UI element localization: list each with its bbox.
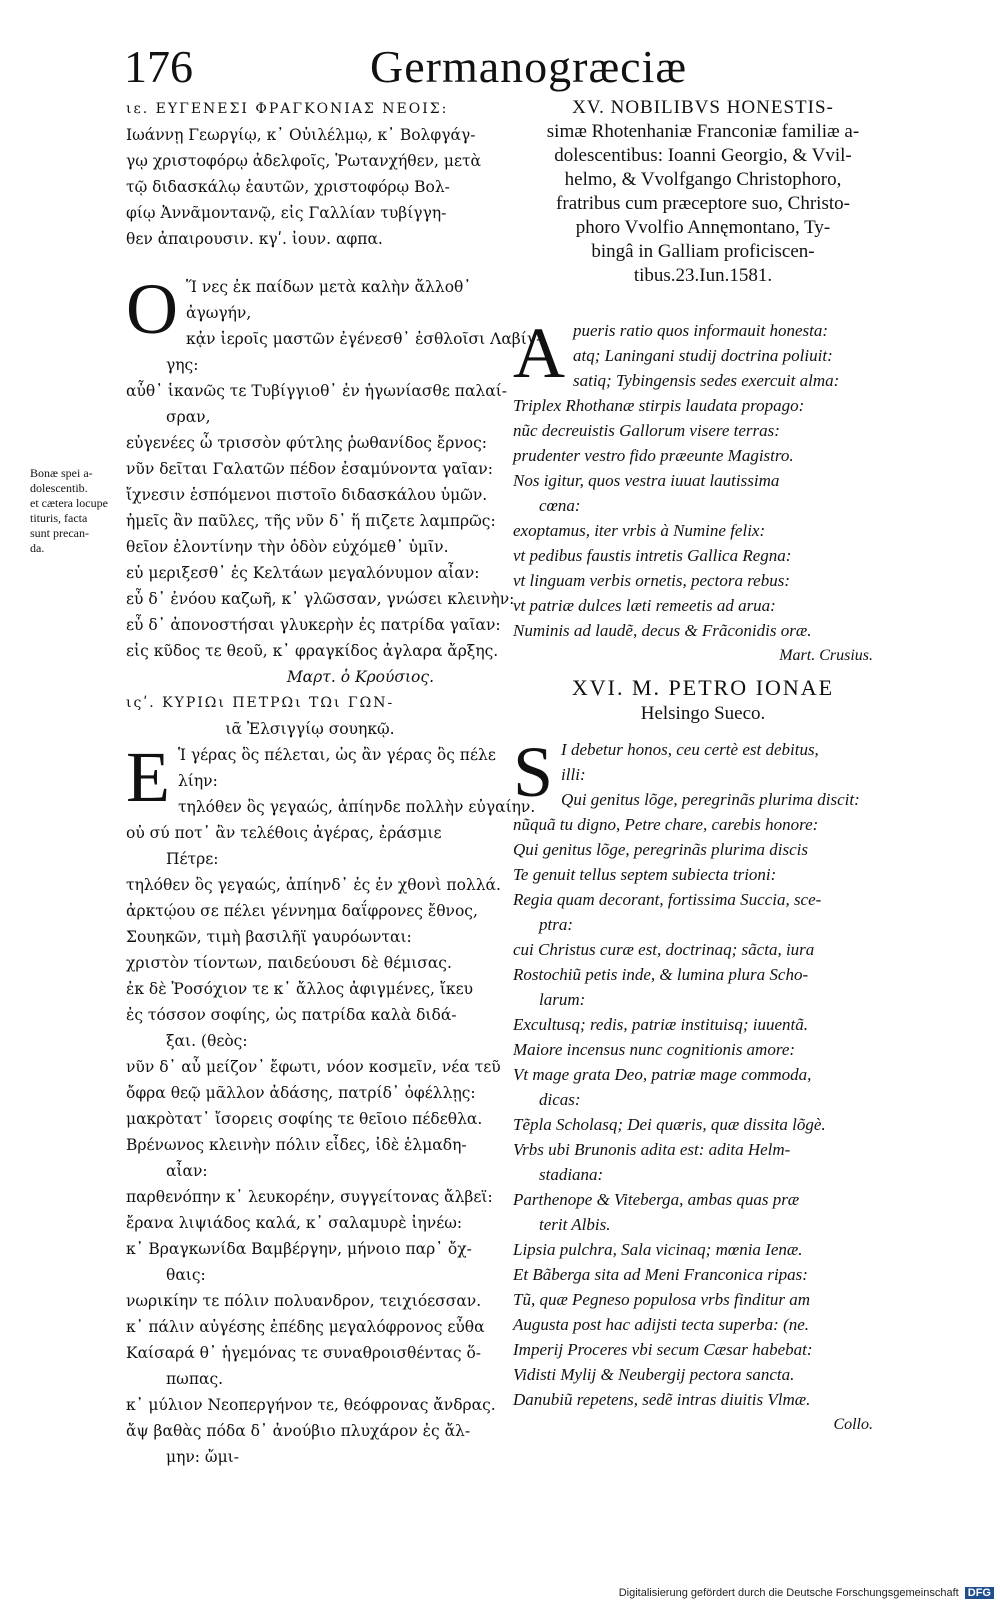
verse-line: εὐ μεριξεσθ᾽ ἐς Κελτάων μεγαλόνυμον αἶαν: <box>126 564 480 582</box>
section-subtitle: Helsingo Sueco. <box>640 703 766 724</box>
latin-poem-1 <box>513 313 893 669</box>
verse-line: Βρένωνος κλεινὴν πόλιν εἶδες, ἰδὲ ἑλμαδη- <box>126 1136 467 1154</box>
verse-line: Πέτρε: <box>166 850 219 868</box>
verse-line: illi: <box>561 765 586 784</box>
margin-note-line: tituris, facta <box>30 511 88 525</box>
verse-line: κ᾽ Βραγκωνίδα Βαμβέργην, μήνοιο παρ᾽ ὄχ- <box>126 1240 472 1258</box>
verse-line: Lipsia pulchra, Sala vicinaq; mœnia Ienæ. <box>513 1240 803 1259</box>
verse-line: Augusta post hac adijsti tecta superba: (ne. <box>513 1315 810 1334</box>
heading-line: ιᾶ Ἐλσιγγίῳ σουηκῷ. <box>225 720 395 738</box>
poem-signature: Mart. Crusius. <box>779 647 873 664</box>
verse-line: αἶαν: <box>166 1162 208 1180</box>
verse-line: cœna: <box>539 496 581 515</box>
verse-line: νωρικίην τε πόλιν πολυανδρον, τειχιόεσσαν. <box>126 1292 482 1310</box>
running-title: Germanogræciæ <box>370 41 688 92</box>
drop-cap: E <box>126 737 170 817</box>
heading-line: helmo, & Vvolfgango Christophoro, <box>564 169 842 190</box>
verse-line: τηλόθεν ὃς γεγαώς, ἀπίηνδε πολλὴν εὐγαίην. <box>177 798 536 816</box>
margin-note <box>30 466 125 556</box>
verse-line: Regia quam decorant, fortissima Succia, sce- <box>513 890 822 909</box>
verse-line: μακρὸτατ᾽ ἴσορεις σοφίης τε θεῖοιο πέδεθλα. <box>126 1110 483 1128</box>
heading-line: φίῳ Ἀννᾶμοντανῷ, εἰς Γαλλίαν τυβίγγη- <box>126 204 447 222</box>
heading-line: fratribus cum præceptore suo, Christo- <box>556 193 850 214</box>
verse-line: ξαι. (θεὸς: <box>166 1032 248 1050</box>
verse-line: ἐκ δὲ Ῥοσόχιον τε κ᾽ ἄλλος ἀφιγμένες, ἴκευ <box>126 980 474 998</box>
heading-line: ιε. ΕΥΓΕΝΕΣΙ ΦΡΑΓΚΟΝΙΑΣ ΝΕΟΙΣ: <box>126 101 449 117</box>
greek-poem-1 <box>126 269 542 690</box>
verse-line: εὖ δ᾽ ἀπονοστήσαι γλυκερὴν ἐς πατρίδα γαῖαν: <box>126 616 501 634</box>
verse-line: Vrbs ubi Brunonis adita est: adita Helm- <box>513 1140 791 1159</box>
verse-line: larum: <box>539 990 586 1009</box>
verse-line: Numinis ad laudẽ, decus & Frãconidis oræ. <box>513 621 812 640</box>
verse-line: Et Bãberga sita ad Meni Franconica ripas: <box>513 1265 808 1284</box>
verse-line: λίην: <box>177 772 218 790</box>
verse-line: θεῖον ἐλοντίνην τὴν ὁδὸν εὐχόμεθ᾽ ὑμῖν. <box>126 538 449 556</box>
heading-line: simæ Rhotenhaniæ Franconiæ familiæ a- <box>546 121 860 142</box>
verse-line: ἀγωγήν, <box>186 304 252 322</box>
greek-heading-1 <box>126 96 494 252</box>
heading-line: Ιωάννῃ Γεωργίῳ, κ᾽ Οὐιλέλμῳ, κ᾽ Βολφγάγ- <box>126 126 476 144</box>
heading-line: dolescentibus: Ioanni Georgio, & Vvil- <box>554 145 852 166</box>
verse-line: αὖθ᾽ ἱκανῶς τε Τυβίγγιοθ᾽ ἐν ἡγωνίασθε παλαί- <box>126 382 508 400</box>
heading-line: bingâ in Galliam proficiscen- <box>591 241 815 262</box>
page-header <box>0 40 1000 100</box>
verse-line: atq; Laningani studij doctrina poliuit: <box>573 346 833 365</box>
verse-line: Imperij Proceres vbi secum Cæsar habebat: <box>513 1340 813 1359</box>
verse-line: νῦν δεῖται Γαλατῶν πέδον ἐσαμύνοντα γαῖαν: <box>126 460 493 478</box>
heading-line: XV. NOBILIBVS HONESTIS- <box>572 97 834 118</box>
verse-line: ἀρκτῴου σε πέλει γέννημα δαΐφρονες ἔθνος, <box>126 902 478 920</box>
section-title: XVI. M. PETRO IONAE <box>571 675 835 700</box>
catchword: Collo. <box>833 1416 873 1433</box>
margin-note-line: Bonæ spei a- <box>30 466 93 480</box>
verse-line: Qui genitus lõge, peregrinãs plurima discis <box>513 840 808 859</box>
footer-credit <box>619 1587 994 1599</box>
verse-line: I debetur honos, ceu certè est debitus, <box>561 740 819 759</box>
verse-line: pueris ratio quos informauit honesta: <box>573 321 829 340</box>
greek-poem-2 <box>126 737 536 1470</box>
verse-line: Danubiũ repetens, sedẽ intras diuitis Vlmæ. <box>513 1390 811 1409</box>
verse-line: ὄφρα θεῷ μᾶλλον ἀδάσης, πατρίδ᾽ ὀφέλλῃς: <box>126 1084 476 1102</box>
verse-line: ἄψ βαθὰς πόδα δ᾽ ἀνούβιο πλυχάρον ἐς ἄλ- <box>126 1422 471 1440</box>
heading-line: ιςʹ. ΚΥΡΙΩι ΠΕΤΡΩι ΤΩι ΓΩΝ- <box>126 695 395 711</box>
greek-heading-2 <box>126 690 494 742</box>
verse-line: Excultusq; redis, patriæ instituisq; iuuentã. <box>513 1015 808 1034</box>
margin-note-line: dolescentib. <box>30 481 88 495</box>
verse-line: οὐ σύ ποτ᾽ ἂν τελέθοις ἀγέρας, ἐράσμιε <box>126 824 442 842</box>
verse-line: stadiana: <box>539 1165 604 1184</box>
verse-line: satiq; Tybingensis sedes exercuit alma: <box>573 371 840 390</box>
verse-line: εὖ δ᾽ ἐνόου καζωῆ, κ᾽ γλῶσσαν, γνώσει κλεινὴν: <box>126 590 515 608</box>
verse-line: vt linguam verbis ornetis, pectora rebus: <box>513 571 790 590</box>
verse-line: κ᾽ μύλιον Νεοπεργήνον τε, θεόφρονας ἄνδρας. <box>126 1396 496 1414</box>
heading-line: γῳ χριστοφόρῳ ἀδελφοῖς, Ῥωτανχήθεν, μετὰ <box>126 152 482 170</box>
drop-cap: O <box>126 269 178 349</box>
verse-line: Σουηκῶν, τιμὴ βασιλῆϊ γαυρόωνται: <box>126 928 412 946</box>
verse-line: ἐς τόσσον σοφίης, ὡς πατρίδα καλὰ διδά- <box>126 1006 457 1024</box>
verse-line: σραν, <box>166 408 211 426</box>
verse-line: Parthenope & Viteberga, ambas quas præ <box>513 1190 800 1209</box>
dfg-logo: DFG <box>965 1587 994 1599</box>
verse-line: Maiore incensus nunc cognitionis amore: <box>513 1040 796 1059</box>
heading-line: phoro Vvolfio Annęmontano, Ty- <box>575 217 831 238</box>
verse-line: terit Albis. <box>539 1215 611 1234</box>
drop-cap: S <box>513 732 554 812</box>
margin-note-line: sunt precan- <box>30 526 89 540</box>
verse-line: κ᾽ πάλιν αὐγέσης ἐπέδης μεγαλόφρονος εὖθα <box>126 1318 485 1336</box>
verse-line: nũquã tu digno, Petre chare, carebis honore: <box>513 815 819 834</box>
verse-line: Qui genitus lõge, peregrinãs plurima discit: <box>561 790 860 809</box>
verse-line: ἔρανα λιψιάδος καλά, κ᾽ σαλαμυρὲ ἰηνέω: <box>126 1214 463 1232</box>
verse-line: nũc decreuistis Gallorum visere terras: <box>513 421 780 440</box>
poem-signature: Μαρτ. ὁ Κρούσιος. <box>286 668 434 686</box>
verse-line: παρθενόπην κ᾽ λευκορέην, συγγείτονας ἄλβεϊ: <box>126 1188 493 1206</box>
footer-text: Digitalisierung gefördert durch die Deutsche Forschungsgemeinschaft <box>618 1587 959 1599</box>
verse-line: prudenter vestro fido præeunte Magistro. <box>513 446 794 465</box>
verse-line: Vt mage grata Deo, patriæ mage commoda, <box>513 1065 812 1084</box>
latin-poem-2 <box>513 732 893 1438</box>
verse-line: χριστὸν τίοντων, παιδεύουσι δὲ θέμισας. <box>126 954 452 972</box>
verse-line: Ἱ γέρας ὃς πέλεται, ὡς ἂν γέρας ὃς πέλε <box>177 746 496 764</box>
margin-note-line: da. <box>30 541 45 555</box>
verse-line: ptra: <box>539 915 573 934</box>
verse-line: vt pedibus faustis intretis Gallica Regna: <box>513 546 792 565</box>
heading-line: τῷ διδασκάλῳ ἑαυτῶν, χριστοφόρῳ Βολ- <box>126 178 450 196</box>
drop-cap: A <box>513 313 565 393</box>
verse-line: θαις: <box>166 1266 206 1284</box>
verse-line: πωπας. <box>166 1370 224 1388</box>
heading-line: θεν ἀπαιρουσιν. κγʹ. ἰουν. αφπα. <box>126 230 383 248</box>
verse-line: cui Christus curæ est, doctrinaq; sãcta, iura <box>513 940 815 959</box>
verse-line: Nos igitur, quos vestra iuuat lautissima <box>513 471 780 490</box>
verse-line: Tẽpla Scholasq; Dei quæris, quæ dissita lõgè. <box>513 1115 826 1134</box>
verse-line: Καίσαρά θ᾽ ἡγεμόνας τε συναθροισθέντας ὅ- <box>126 1344 482 1362</box>
verse-line: Triplex Rhothanæ stirpis laudata propago: <box>513 396 805 415</box>
verse-line: κᾀν ἱεροῖς μαστῶν ἐγένεσθ᾽ ἐσθλοῖσι Λαβίγ- <box>186 330 542 348</box>
verse-line: exoptamus, iter vrbis à Numine felix: <box>513 521 766 540</box>
verse-line: ἡμεῖς ἂν παῦλες, τῆς νῦν δ᾽ ἥ πιζετε λαμπρῶς: <box>126 512 496 530</box>
verse-line: τηλόθεν ὃς γεγαώς, ἀπίηνδ᾽ ἐς ἐν χθονὶ πολλά. <box>126 876 501 894</box>
verse-line: Rostochiũ petis inde, & lumina plura Scho- <box>513 965 809 984</box>
verse-line: vt patriæ dulces læti remeetis ad arua: <box>513 596 776 615</box>
verse-line: εὐγενέες ὦ τρισσὸν φύτλης ῥωθανίδος ἔρνος: <box>126 434 487 452</box>
right-column-latin <box>513 96 893 1438</box>
verse-line: νῦν δ᾽ αὖ μείζον᾽ ἔφωτι, νόον κοσμεῖν, νέα τεῦ <box>126 1058 501 1076</box>
left-column-greek <box>126 96 542 1470</box>
verse-line: Tũ, quæ Pegneso populosa vrbs finditur am <box>513 1290 811 1309</box>
verse-line: dicas: <box>539 1090 581 1109</box>
verse-line: μην: ὤμι- <box>166 1448 239 1466</box>
verse-line: Ἵ νες ἐκ παίδων μετὰ καλὴν ἄλλοθ᾽ <box>186 278 472 296</box>
page-number: 176 <box>124 41 193 92</box>
latin-heading-1 <box>513 96 893 288</box>
verse-line: εἰς κῦδος τε θεοῦ, κ᾽ φραγκίδος ἀγλαρα ἄρξης. <box>126 642 499 660</box>
heading-line: tibus.23.Iun.1581. <box>633 265 773 286</box>
verse-line: Vidisti Mylij & Neubergij pectora sancta. <box>513 1365 795 1384</box>
margin-note-line: et cætera locupe <box>30 496 108 510</box>
verse-line: ἴχνεσιν ἑσπόμενοι πιστοῖο διδασκάλου ὑμῶν. <box>126 486 488 504</box>
verse-line: Te genuit tellus septem subiecta trioni: <box>513 865 777 884</box>
verse-line: γης: <box>166 356 199 374</box>
